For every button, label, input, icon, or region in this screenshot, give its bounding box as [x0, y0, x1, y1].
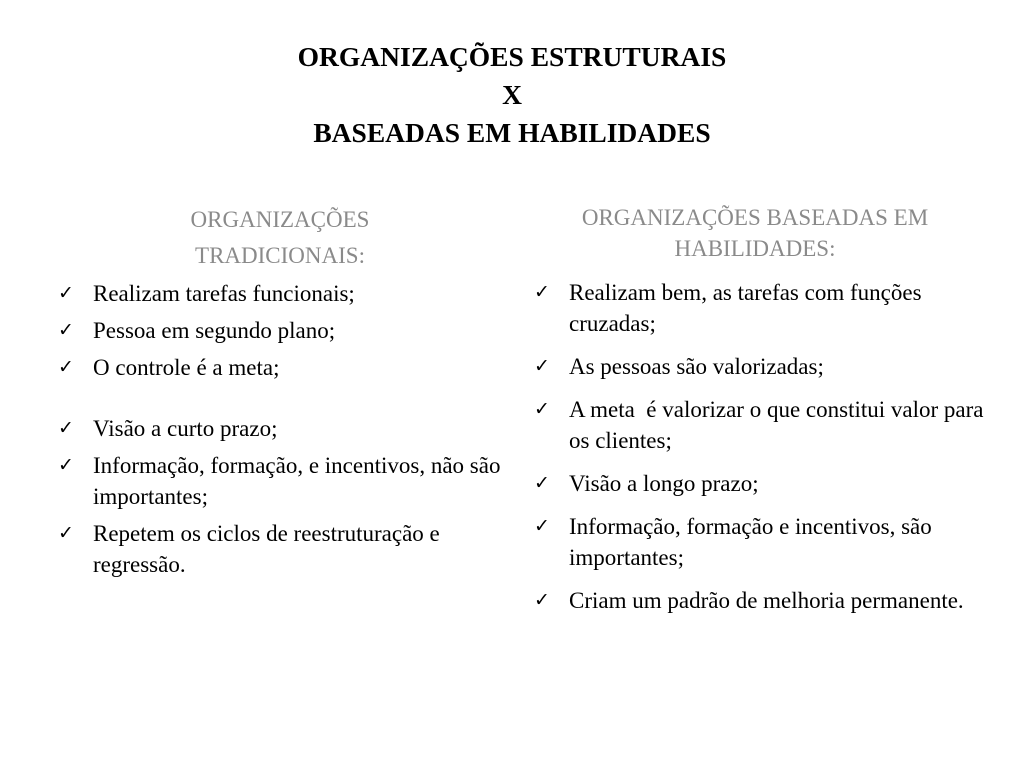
left-heading-line-2: TRADICIONAIS:: [195, 243, 365, 268]
list-item-text: Informação, formação, e incentivos, não são importantes;: [93, 453, 501, 509]
title-line-2: X: [502, 79, 522, 110]
list-item: [534, 394, 990, 456]
list-item: [534, 351, 984, 382]
checkmark-icon: ✓: [58, 356, 74, 378]
checkmark-icon: ✓: [58, 454, 74, 476]
checkmark-icon: ✓: [58, 319, 74, 341]
list-item: [534, 468, 984, 499]
checkmark-icon: ✓: [534, 281, 550, 303]
list-item-text: Criam um padrão de melhoria permanente.: [569, 588, 964, 613]
checkmark-icon: ✓: [534, 398, 550, 420]
left-column-heading: [100, 202, 460, 274]
list-item: [58, 315, 518, 346]
list-item-text: Realizam tarefas funcionais;: [93, 281, 355, 306]
left-heading-line-1: ORGANIZAÇÕES: [190, 207, 370, 232]
checkmark-icon: ✓: [534, 355, 550, 377]
list-item-text: Pessoa em segundo plano;: [93, 318, 336, 343]
title-line-1: ORGANIZAÇÕES ESTRUTURAIS: [297, 41, 727, 72]
right-column-list: [534, 277, 990, 628]
checkmark-icon: ✓: [58, 417, 74, 439]
right-column-heading: ORGANIZAÇÕES BASEADAS EM HABILIDADES:: [581, 205, 929, 261]
list-item: [58, 278, 518, 309]
list-item: [534, 277, 984, 339]
list-item: [534, 585, 984, 616]
checkmark-icon: ✓: [534, 589, 550, 611]
title-line-3: BASEADAS EM HABILIDADES: [313, 117, 711, 148]
list-item: [534, 511, 984, 573]
checkmark-icon: ✓: [58, 522, 74, 544]
list-item-text: A meta é valorizar o que constitui valor para os clientes;: [569, 397, 990, 453]
list-item: [58, 450, 518, 512]
list-item-text: Repetem os ciclos de reestruturação e regressão.: [93, 521, 440, 577]
list-item-text: As pessoas são valorizadas;: [569, 354, 824, 379]
list-item: [58, 352, 518, 383]
checkmark-icon: ✓: [58, 282, 74, 304]
list-item: [58, 413, 518, 444]
list-item-text: Visão a curto prazo;: [93, 416, 278, 441]
list-item-text: O controle é a meta;: [93, 355, 280, 380]
list-item: [58, 518, 518, 580]
list-item-text: Informação, formação e incentivos, são importantes;: [569, 514, 932, 570]
list-item-text: Realizam bem, as tarefas com funções cruzadas;: [569, 280, 922, 336]
left-column-list: [58, 278, 518, 586]
list-item-text: Visão a longo prazo;: [569, 471, 759, 496]
checkmark-icon: ✓: [534, 515, 550, 537]
slide-title: [0, 38, 1024, 152]
checkmark-icon: ✓: [534, 472, 550, 494]
